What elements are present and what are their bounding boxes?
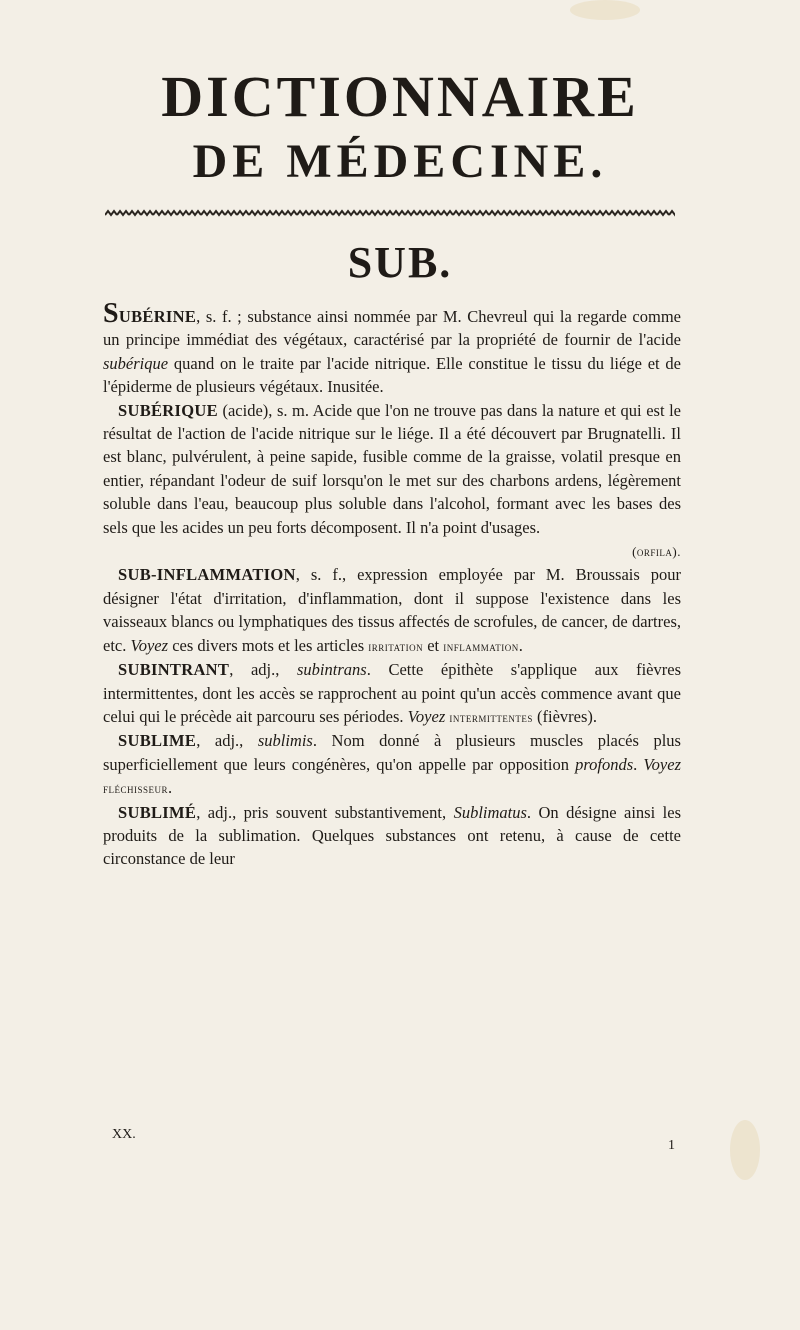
entry-head: SUBÉRIQUE [118, 400, 218, 420]
voyez-label: Voyez [643, 754, 681, 774]
entry-text: . [168, 778, 173, 798]
book-subtitle: DE MÉDECINE. [192, 135, 608, 188]
paper-stain [730, 1120, 760, 1180]
drop-initial: S [103, 298, 119, 329]
entry-suberine [103, 298, 681, 399]
entry-head: SUBINTRANT [118, 660, 230, 680]
entry-sublime [103, 729, 681, 800]
entry-head: UBÉRINE [118, 307, 197, 326]
cross-reference: inflammation [443, 638, 519, 654]
cross-reference: intermittentes [449, 709, 533, 725]
entry-text: , adj., [196, 731, 258, 751]
entry-text: . Cette épithète s'applique aux fièvres intermittentes, dont les accès se rapprochent au point qu'un accès commence avant que celui qui le précède ait parcouru ses périodes. [103, 660, 681, 726]
entry-italic: sublimis [257, 731, 313, 751]
entry-text: , adj., pris souvent substantivement, [196, 802, 454, 822]
page-number: 1 [668, 1138, 675, 1153]
entry-italic: subintrans [297, 660, 367, 680]
entry-author [103, 539, 681, 563]
entry-subintrant [103, 658, 681, 729]
entry-suberique [103, 399, 681, 539]
entry-sub-inflammation [103, 563, 681, 658]
entry-italic: profonds [575, 754, 634, 774]
entry-text: . On désigne ainsi les produits de la sublimation. Quelques substances ont retenu, à cause de cette circonstance de leur [103, 802, 681, 869]
book-title: DICTIONNAIRE [161, 64, 639, 129]
section-heading: SUB. [347, 238, 453, 287]
entry-text: quand on le traite par l'acide nitrique. Elle constitue le tissu du liége et de l'épiderme de plusieurs végétaux. Inusitée. [103, 353, 681, 397]
voyez-label: Voyez [130, 635, 169, 655]
entry-sublime-2 [103, 801, 681, 871]
paper-stain [570, 0, 640, 20]
entry-text: , s. f., expression employée par M. Broussais pour désigner l'état d'irritation, d'inflammation, dont il suppose l'existence dans les vaisseaux blancs ou lymphatiques des tissus affectés de scrofules, de cancer, de dartres, etc. [103, 565, 681, 655]
entry-head: SUBLIMÉ [118, 802, 197, 822]
entry-text: . [633, 754, 644, 774]
cross-reference: irritation [368, 638, 424, 654]
entry-text: , adj., [229, 660, 298, 680]
entry-text: ces divers mots et les articles [168, 635, 369, 655]
entry-text: (fièvres). [532, 706, 598, 726]
entry-text: et [423, 635, 444, 655]
entry-italic: Sublimatus [453, 802, 527, 822]
entry-text: , s. f. ; substance ainsi nommée par M. Chevreul qui la regarde comme un principe immédiat des végétaux, caractérisé par la propriété de fournir de l'acide [103, 307, 681, 350]
entry-head: SUB-INFLAMMATION [118, 565, 296, 585]
voyez-label: Voyez [407, 706, 446, 726]
dictionary-body [103, 298, 681, 871]
entry-head: SUBLIME [118, 731, 197, 751]
entry-italic: subérique [103, 353, 169, 373]
signature-mark: XX. [112, 1127, 136, 1142]
decorative-rule [105, 208, 675, 218]
entry-text: . [518, 635, 523, 655]
entry-text: (acide), s. m. Acide que l'on ne trouve pas dans la nature et qui est le résultat de l'action de l'acide nitrique sur le liége. Il a été découvert par Brugnatelli. Il est blanc, pulvérulent, à peine sapide, fusible comme de la graisse, volatil presque en entier, répandant l'odeur de suif lorsqu'on le met sur des charbons ardens, légèrement soluble dans l'eau, beaucoup plus soluble dans l'alcohol, formant avec les bases des sels que les acides un peu forts décomposent. Il n'a point d'usages. [103, 400, 681, 537]
entry-text: . Nom donné à plusieurs muscles placés plus superficiellement que leurs congénères, qu'on appelle par opposition [103, 731, 681, 774]
cross-reference: fléchisseur [103, 781, 169, 797]
author-name: (orfila). [632, 544, 681, 560]
